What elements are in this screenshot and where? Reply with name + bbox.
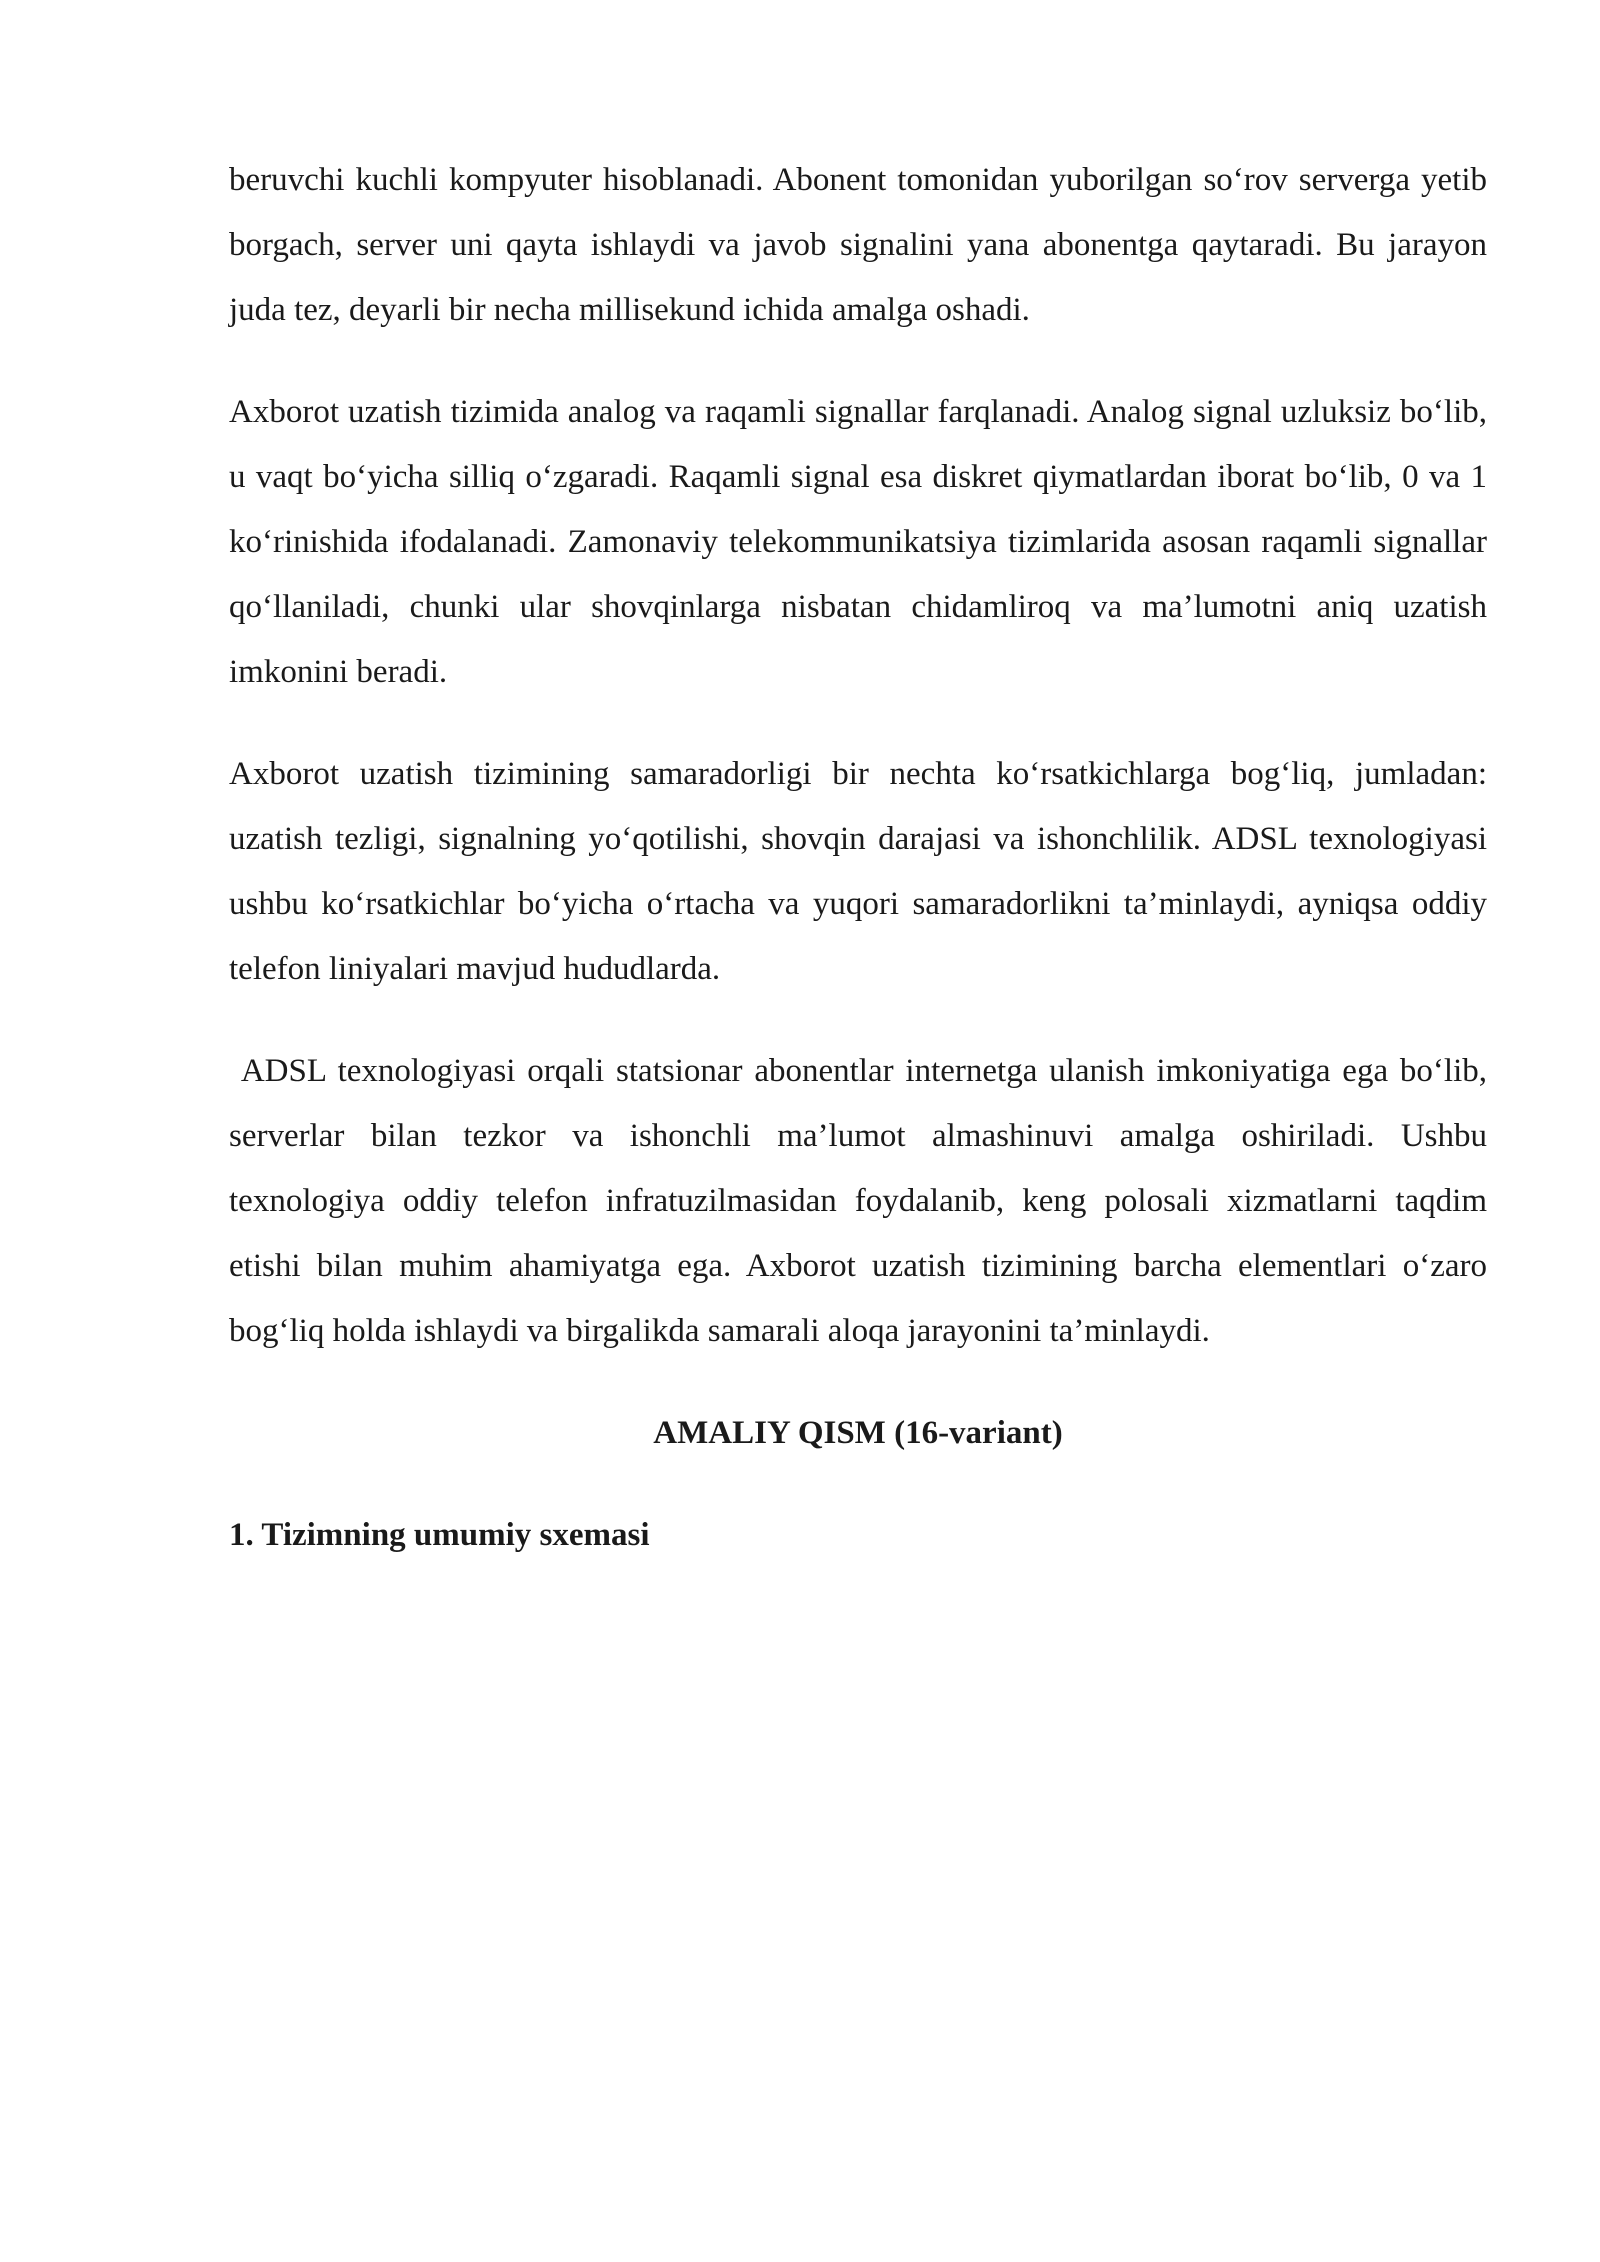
document-body [229, 148, 1496, 1568]
paragraph-analog-digital-signals: Axborot uzatish tizimida analog va raqamli signallar farqlanadi. Analog signal uzluksiz bo‘lib, u vaqt bo‘yicha silliq o‘zgaradi. Raqamli signal esa diskret qiymatlardan iborat bo‘lib, 0 va 1 ko‘rinishida ifodalanadi. Zamonaviy telekommunikatsiya tizimlarida asosan raqamli signallar qo‘llaniladi, chunki ular shovqinlarga nisbatan chidamliroq va ma’lumotni aniq uzatish imkonini beradi. [229, 394, 1487, 690]
subsection-title: 1. Tizimning umumiy sxemasi [229, 1517, 650, 1553]
paragraph-system-efficiency: Axborot uzatish tizimining samaradorligi bir nechta ko‘rsatkichlarga bog‘liq, jumladan: uzatish tezligi, signalning yo‘qotilishi, shovqin darajasi va ishonchlilik. ADSL texnologiyasi ushbu ko‘rsatkichlar bo‘yicha o‘rtacha va yuqori samaradorlikni ta’minlaydi, ayniqsa oddiy telefon liniyalari mavjud hududlarda. [229, 756, 1487, 987]
paragraph-adsl-summary: ADSL texnologiyasi orqali statsionar abonentlar internetga ulanish imkoniyatiga ega bo‘lib, serverlar bilan tezkor va ishonchli ma’lumot almashinuvi amalga oshiriladi. Ushbu texnologiya oddiy telefon infratuzilmasidan foydalanib, keng polosali xizmatlarni taqdim etishi bilan muhim ahamiyatga ega. Axborot uzatish tizimining barcha elementlari o‘zaro bog‘liq holda ishlaydi va birgalikda samarali aloqa jarayonini ta’minlaydi. [229, 1053, 1496, 1349]
paragraph-server-response: beruvchi kuchli kompyuter hisoblanadi. Abonent tomonidan yuborilgan so‘rov serverga yetib borgach, server uni qayta ishlaydi va javob signalini yana abonentga qaytaradi. Bu jarayon juda tez, deyarli bir necha millisekund ichida amalga oshadi. [229, 162, 1487, 328]
section-title: AMALIY QISM (16-variant) [653, 1415, 1063, 1451]
